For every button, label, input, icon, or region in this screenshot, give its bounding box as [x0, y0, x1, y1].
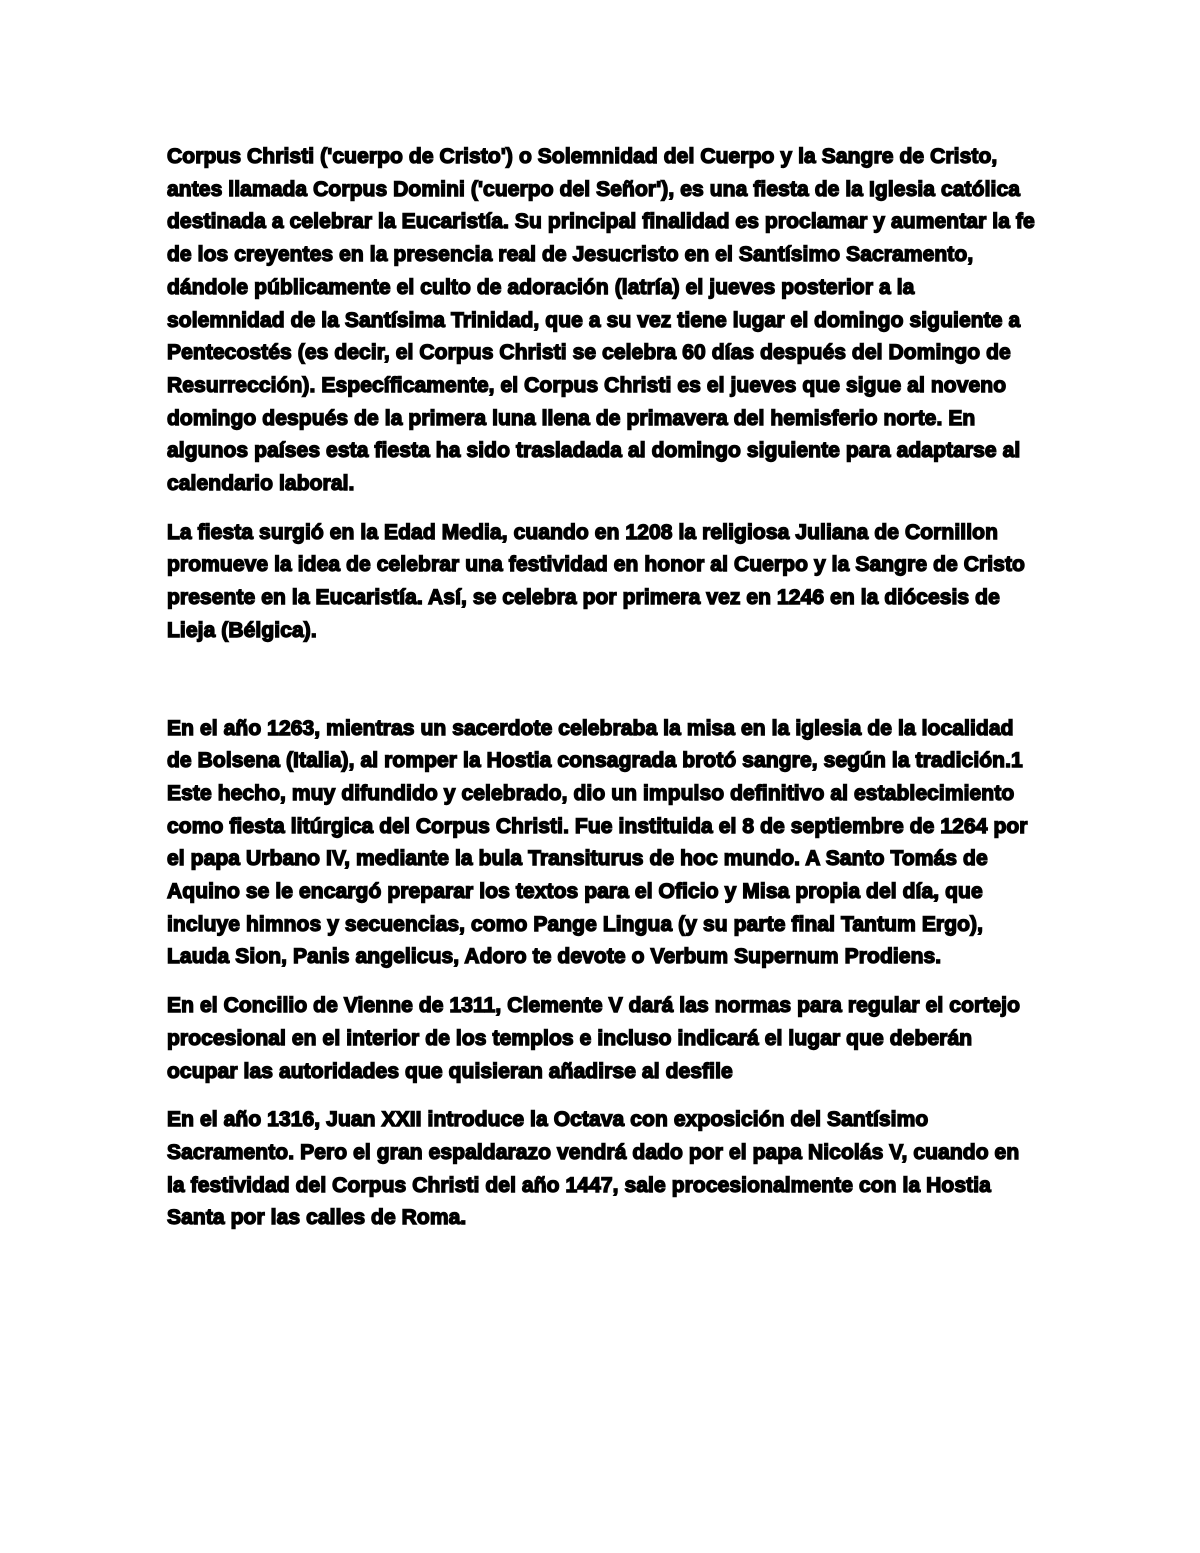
- paragraph-corpus-christi-definition: Corpus Christi ('cuerpo de Cristo') o Solemnidad del Cuerpo y la Sangre de Cristo, antes llamada Corpus Domini ('cuerpo del Señor'), es una fiesta de la Iglesia católica destinada a celebrar la Eucaristía. Su principal finalidad es proclamar y aumentar la fe de los creyentes en la presencia real de Jesucristo en el Santísimo Sacramento, dándole públicamente el culto de adoración (latría) el jueves posterior a la solemnidad de la Santísima Trinidad, que a su vez tiene lugar el domingo siguiente a Pentecostés (es decir, el Corpus Christi se celebra 60 días después del Domingo de Resurrección). Específicamente, el Corpus Christi es el jueves que sigue al noveno domingo después de la primera luna llena de primavera del hemisferio norte. En algunos países esta fiesta ha sido trasladada al domingo siguiente para adaptarse al calendario laboral.: [167, 145, 1035, 496]
- paragraph-octava-procession: En el año 1316, Juan XXII introduce la Octava con exposición del Santísimo Sacramento. Pero el gran espaldarazo vendrá dado por el papa Nicolás V, cuando en la festividad del Corpus Christi del año 1447, sale procesionalmente con la Hostia Santa por las calles de Roma.: [167, 1108, 1020, 1230]
- paragraph-origin-juliana: La fiesta surgió en la Edad Media, cuando en 1208 la religiosa Juliana de Cornillon promueve la idea de celebrar una festividad en honor al Cuerpo y la Sangre de Cristo presente en la Eucaristía. Así, se celebra por primera vez en 1246 en la diócesis de Lieja (Bélgica).: [167, 520, 1025, 642]
- paragraph-bolsena-miracle: En el año 1263, mientras un sacerdote celebraba la misa en la iglesia de la localidad de Bolsena (Italia), al romper la Hostia consagrada brotó sangre, según la tradición.1 Este hecho, muy difundido y celebrado, dio un impulso definitivo al establecimiento como fiesta litúrgica del Corpus Christi. Fue instituida el 8 de septiembre de 1264 por el papa Urbano IV, mediante la bula Transiturus de hoc mundo. A Santo Tomás de Aquino se le encargó preparar los textos para el Oficio y Misa propia del día, que incluye himnos y secuencias, como Pange Lingua (y su parte final Tantum Ergo), Lauda Sion, Panis angelicus, Adoro te devote o Verbum Supernum Prodiens.: [167, 716, 1028, 969]
- paragraph-council-vienne: En el Concilio de Vienne de 1311, Clemente V dará las normas para regular el cortejo procesional en el interior de los templos e incluso indicará el lugar que deberán ocupar las autoridades que quisieran añadirse al desfile: [167, 994, 1021, 1083]
- document-body: [167, 141, 1035, 1235]
